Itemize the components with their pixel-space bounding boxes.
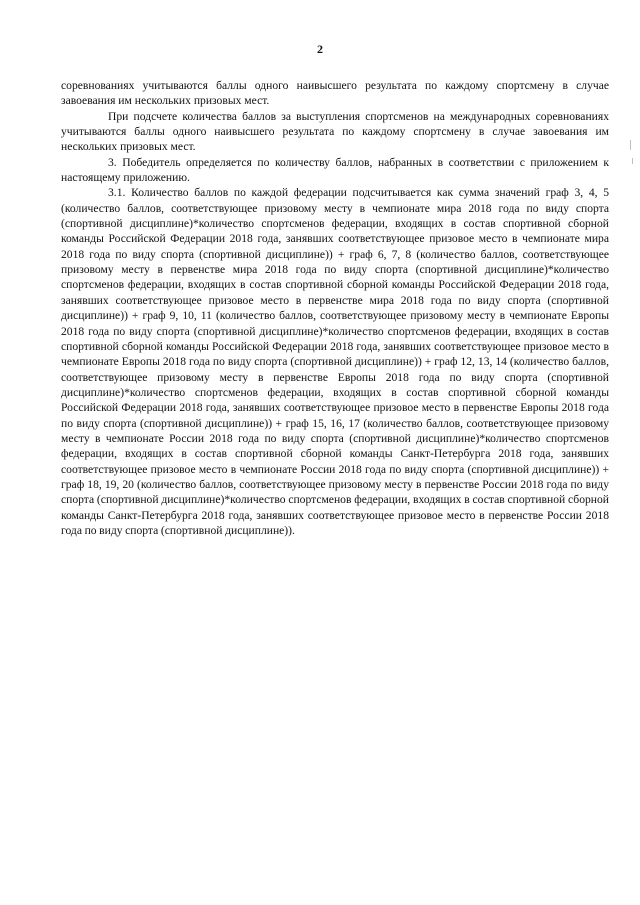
paragraph-continuation: соревнованиях учитываются баллы одного наивысшего результата по каждому спортсмену в случае завоевания им нескольких призовых мест. bbox=[61, 79, 609, 108]
paragraph-points-calculation: 3.1. Количество баллов по каждой федерации подсчитывается как сумма значений граф 3, 4, 5 (количество баллов, соответствующее призовому месту в чемпионате мира 2018 года по виду спорта (спортивной дисциплине)*количество спортсменов федерации, входящих в состав спортивной сборной команды Российской Федерации 2018 года, занявших соответствующее призовое место в чемпионате мира 2018 года по виду спорта (спортивной дисциплине)) + граф 6, 7, 8 (количество баллов, соответствующее призовому месту в первенстве мира 2018 года по виду спорта (спортивной дисциплине)*количество спортсменов федерации, входящих в состав спортивной сборной команды Российской Федерации 2018 года, занявших соответствующее призовое место в первенстве мира 2018 года по виду спорта (спортивной дисциплине)) + граф 9, 10, 11 (количество баллов, соответствующее призовому месту в чемпионате Европы 2018 года по виду спорта (спортивной дисциплине)*количество спортсменов федерации, входящих в состав спортивной сборной команды Российской Федерации 2018 года, занявших соответствующее призовое место в чемпионате Европы 2018 года по виду спорта (спортивной дисциплине)) + граф 12, 13, 14 (количество баллов, соответствующее призовому месту в первенстве Европы 2018 года по виду спорта (спортивной дисциплине)*количество спортсменов федерации, входящих в состав спортивной сборной команды Российской Федерации 2018 года, занявших соответствующее призовое место в первенстве Европы 2018 года по виду спорта (спортивной дисциплине)) + граф 15, 16, 17 (количество баллов, соответствующее призовому месту в чемпионате России 2018 года по виду спорта (спортивной дисциплине)*количество спортсменов федерации, входящих в состав спортивной сборной команды Санкт-Петербурга 2018 года, занявших соответствующее призовое место в чемпионате России 2018 года по виду спорта (спортивной дисциплине)) + граф 18, 19, 20 (количество баллов, соответствующее призовому месту в первенстве России 2018 года по виду спорта (спортивной дисциплине)*количество спортсменов федерации, входящих в состав спортивной сборной команды Санкт-Петербурга 2018 года, занявших соответствующее призовое место в первенстве России 2018 года по виду спорта (спортивной дисциплине)). bbox=[61, 186, 609, 537]
paragraph-international-points: При подсчете количества баллов за выступления спортсменов на международных соревнованиях учитываются баллы одного наивысшего результата по каждому спортсмену в случае завоевания им нескольких призовых мест. bbox=[61, 109, 609, 154]
page-number: 2 bbox=[317, 42, 323, 56]
paragraph-winner-determination: 3. Победитель определяется по количеству баллов, набранных в соответствии с приложением к настоящему приложению. bbox=[61, 155, 609, 185]
scan-mark bbox=[630, 140, 631, 150]
document-body bbox=[61, 78, 609, 538]
scan-mark bbox=[632, 158, 633, 164]
